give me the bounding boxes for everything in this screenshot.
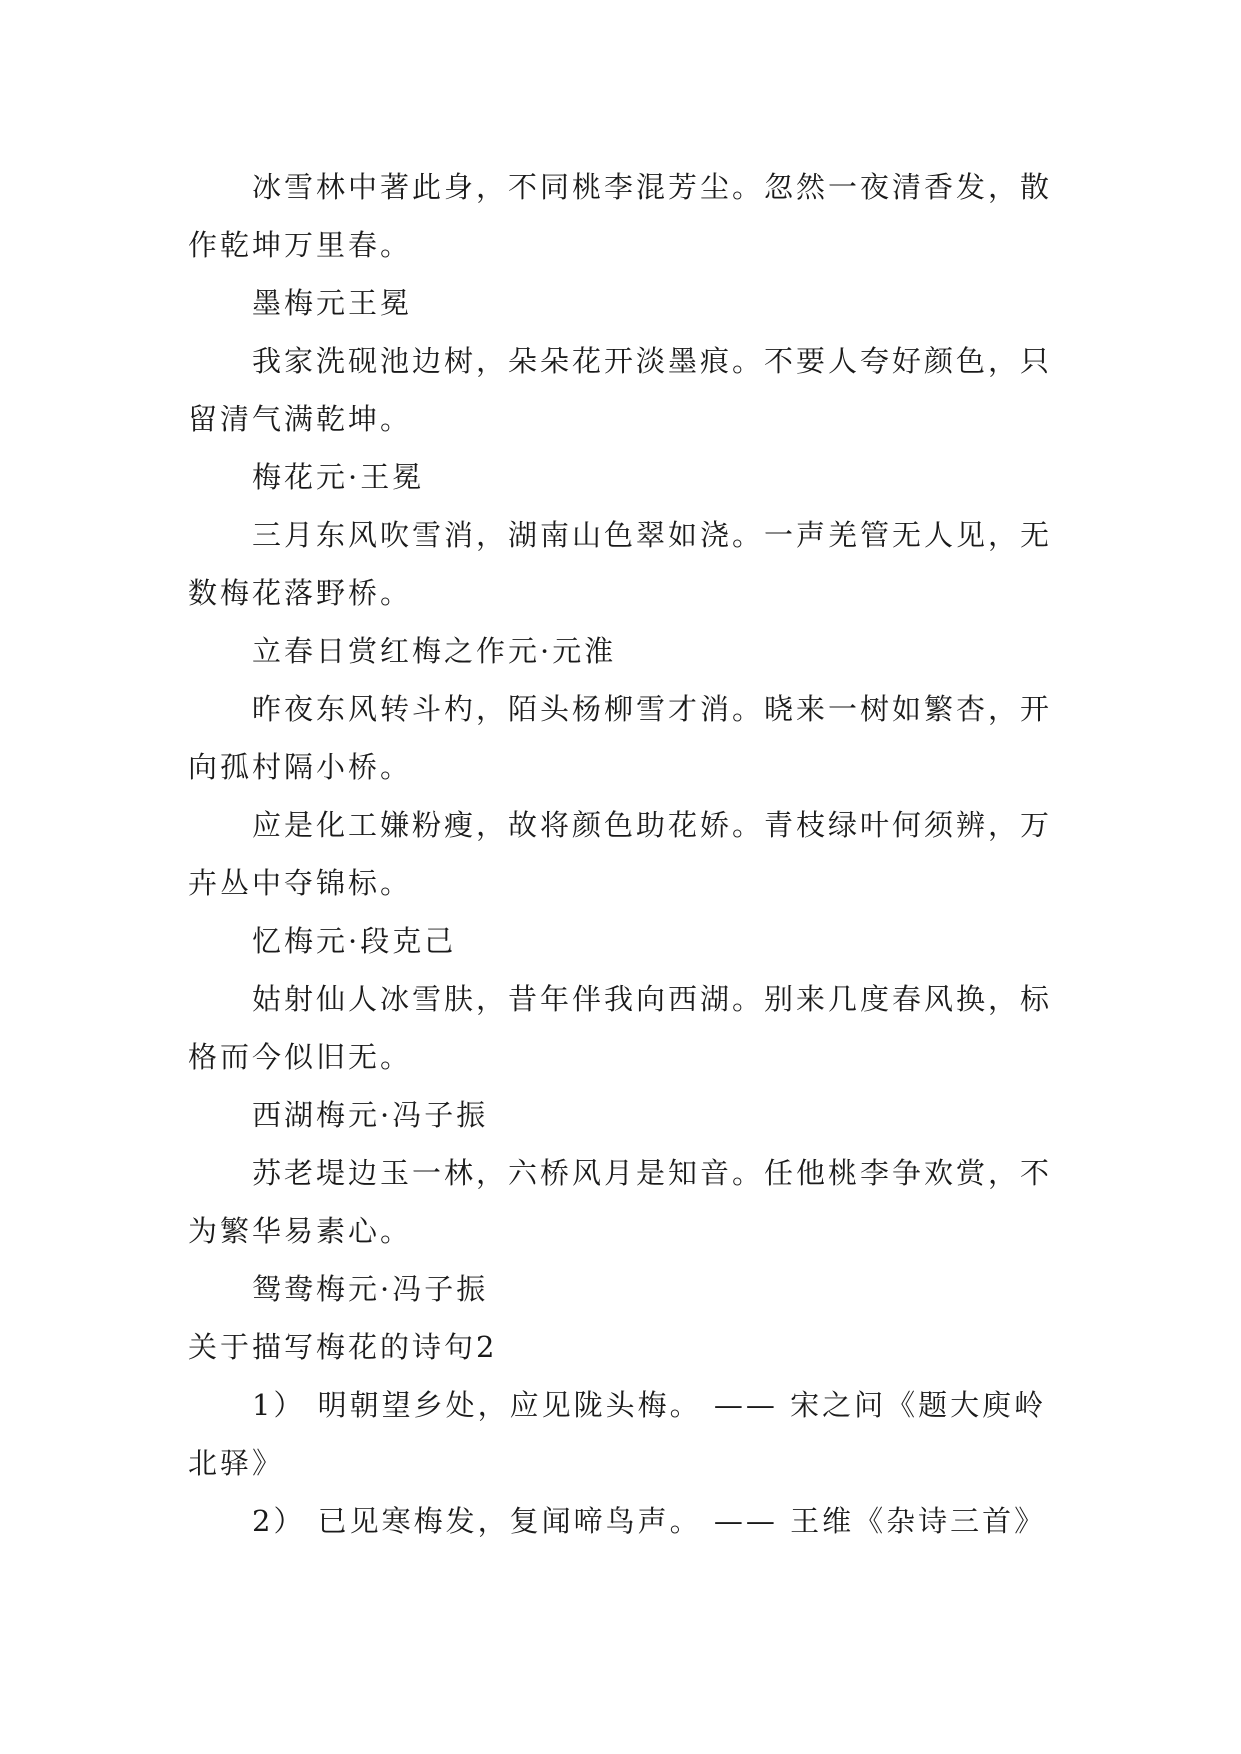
section-heading: 关于描写梅花的诗句2	[188, 1330, 498, 1364]
quote-item: 1） 明朝望乡处，应见陇头梅。 —— 宋之问《题大庾岭北驿》	[188, 1388, 1047, 1480]
poem-text: 姑射仙人冰雪肤，昔年伴我向西湖。别来几度春风换，标格而今似旧无。	[188, 982, 1053, 1074]
poem-text: 冰雪林中著此身，不同桃李混芳尘。忽然一夜清香发，散作乾坤万里春。	[188, 170, 1053, 262]
poem-text: 苏老堤边玉一林，六桥风月是知音。任他桃李争欢赏，不为繁华易素心。	[188, 1156, 1053, 1248]
poem-text: 应是化工嫌粉瘦，故将颜色助花娇。青枝绿叶何须辨，万卉丛中夺锦标。	[188, 808, 1053, 900]
poem-title: 墨梅元王冕	[252, 286, 413, 320]
poem-title: 西湖梅元·冯子振	[252, 1098, 489, 1132]
poem-title: 梅花元·王冕	[252, 460, 425, 494]
quote-item: 2） 已见寒梅发，复闻啼鸟声。 —— 王维《杂诗三首》	[252, 1504, 1047, 1538]
document-body	[188, 158, 1078, 1550]
poem-text: 昨夜东风转斗杓，陌头杨柳雪才消。晓来一树如繁杏，开向孤村隔小桥。	[188, 692, 1053, 784]
poem-title: 立春日赏红梅之作元·元淮	[252, 634, 617, 668]
poem-text: 我家洗砚池边树，朵朵花开淡墨痕。不要人夸好颜色，只留清气满乾坤。	[188, 344, 1053, 436]
poem-title: 鸳鸯梅元·冯子振	[252, 1272, 489, 1306]
poem-title: 忆梅元·段克己	[252, 924, 457, 958]
poem-text: 三月东风吹雪消，湖南山色翠如浇。一声羌管无人见，无数梅花落野桥。	[188, 518, 1053, 610]
